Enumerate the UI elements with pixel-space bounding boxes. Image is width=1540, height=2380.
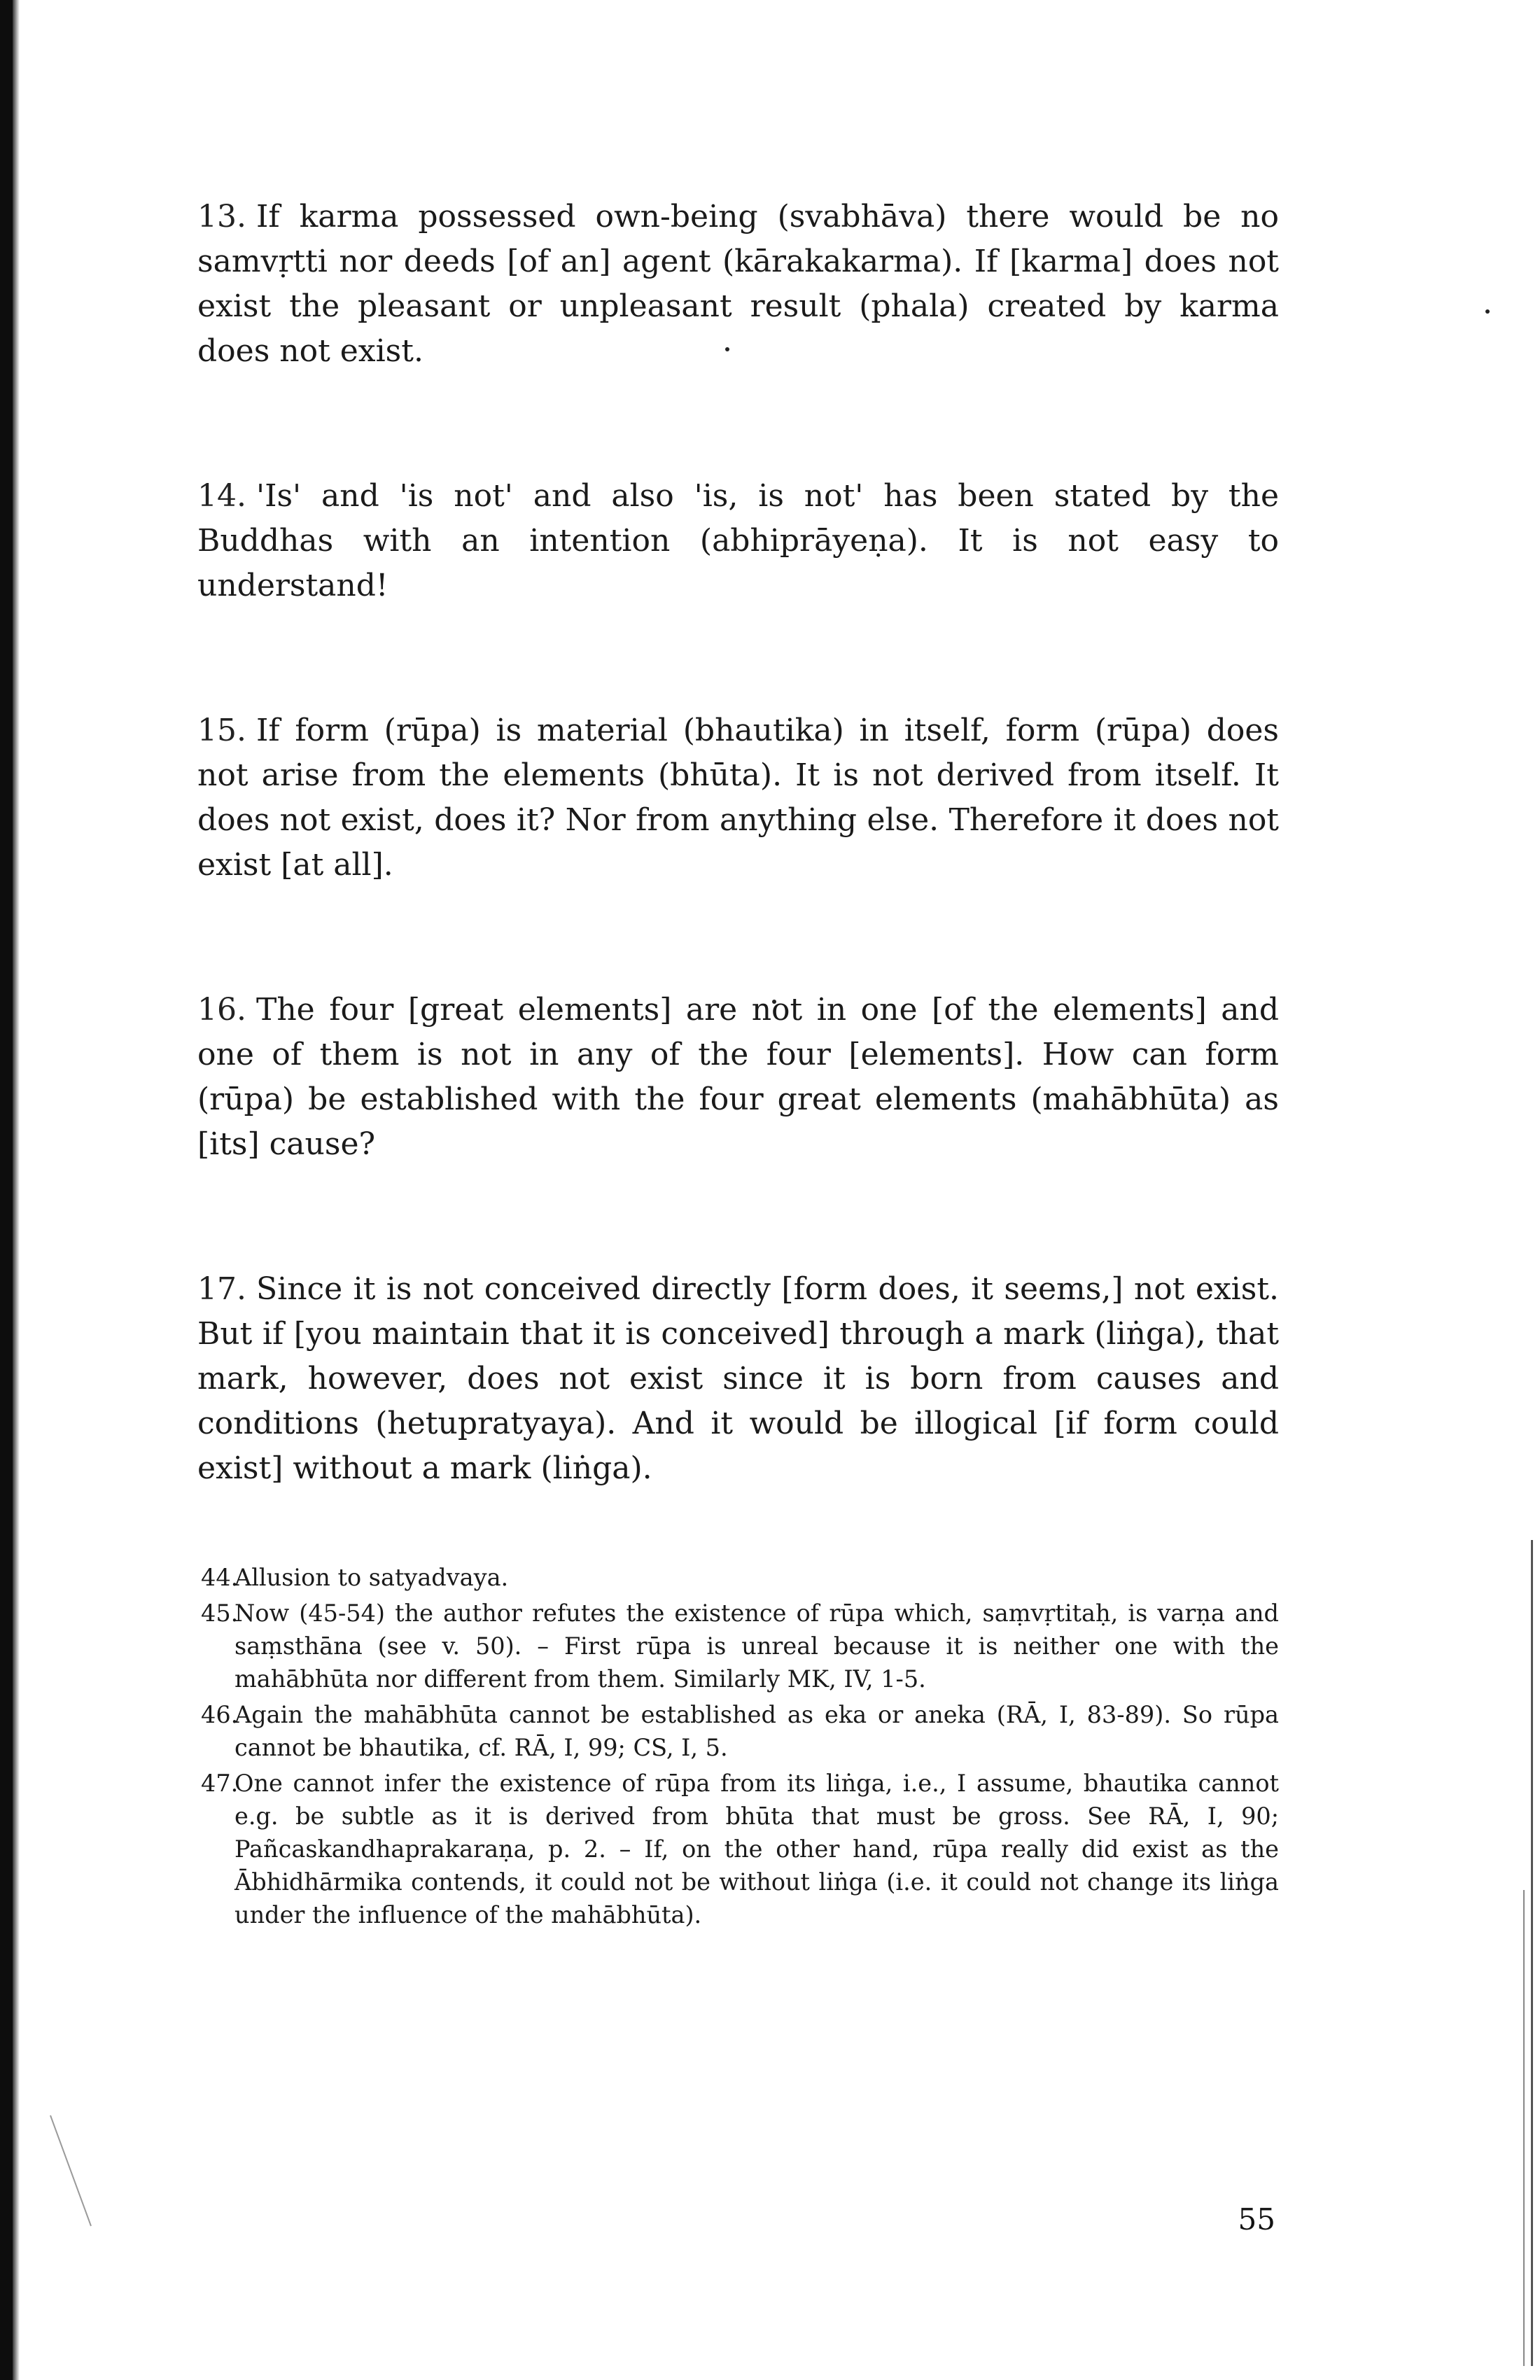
footnote-text: Now (45-54) the author refutes the existence of rūpa which, saṃvṛtitaḥ, is varṇa and saṃsthāna (see v. 50). – First rūpa is unreal because it is neither one with the mahābhūta nor different from them. Similarly MK, IV, 1-5.: [234, 1600, 1279, 1693]
footnote-text: Allusion to satyadvaya.: [234, 1564, 509, 1591]
verse-number: 17.: [197, 1271, 246, 1307]
footnote-44: [201, 1561, 1279, 1594]
footnotes-section: [201, 1561, 1279, 1934]
verse-number: 16.: [197, 992, 246, 1028]
page-edge-line-secondary: [1523, 1890, 1525, 2366]
footnote-number: 44.: [201, 1564, 239, 1591]
verse-13: [197, 195, 1279, 374]
verse-number: 13.: [197, 199, 246, 234]
footnote-number: 45.: [201, 1600, 239, 1627]
verse-text: If karma possessed own-being (svabhāva) there would be no samvṛtti nor deeds [of an] agent (kārakakarma). If [karma] does not exist the pleasant or unpleasant result (phala) created by karma does not exist.: [197, 199, 1279, 369]
verse-text: 'Is' and 'is not' and also 'is, is not' has been stated by the Buddhas with an intention (abhiprāyeṇa). It is not easy to understand!: [197, 478, 1279, 603]
verse-16: [197, 988, 1279, 1167]
footnote-text: One cannot infer the existence of rūpa from its liṅga, i.e., I assume, bhautika cannot e.g. be subtle as it is derived from bhūta that must be gross. See RĀ, I, 90; Pañcaskandhaprakaraṇa, p. 2. – If, on the other hand, rūpa really did exist as the Ābhidhārmika contends, it could not be without liṅga (i.e. it could not change its liṅga under the influence of the mahābhūta).: [234, 1770, 1279, 1928]
footnote-46: [201, 1698, 1279, 1764]
verse-14: [197, 474, 1279, 608]
verse-text: The four [great elements] are not in one [of the elements] and one of them is not in any of the four [elements]. How can form (rūpa) be established with the four great elements (mahābhūta) as [its] cause?: [197, 992, 1279, 1162]
page-number: 55: [1238, 2202, 1275, 2236]
footnote-47: [201, 1767, 1279, 1931]
footnote-45: [201, 1597, 1279, 1695]
verse-text: Since it is not conceived directly [form does, it seems,] not exist. But if [you maintain that it is conceived] through a mark (liṅga), that mark, however, does not exist since it is born from causes and conditions (hetupratyaya). And it would be illogical [if form could exist] without a mark (liṅga).: [197, 1271, 1279, 1486]
speck-3: [1485, 309, 1490, 314]
page-edge-line: [1531, 1540, 1533, 2366]
book-binding-shadow: [0, 0, 13, 2380]
stray-pen-mark: [49, 2114, 98, 2233]
verse-15: [197, 708, 1279, 888]
footnote-number: 46.: [201, 1701, 239, 1728]
footnote-number: 47.: [201, 1770, 239, 1797]
verse-17: [197, 1267, 1279, 1491]
verse-number: 14.: [197, 478, 246, 514]
verse-section: [197, 195, 1279, 1591]
verse-number: 15.: [197, 713, 246, 748]
verse-text: If form (rūpa) is material (bhautika) in itself, form (rūpa) does not arise from the elements (bhūta). It is not derived from itself. It does not exist, does it? Nor from anything else. Therefore it does not exist [at all].: [197, 713, 1279, 883]
footnote-text: Again the mahābhūta cannot be established as eka or aneka (RĀ, I, 83-89). So rūpa cannot be bhautika, cf. RĀ, I, 99; CS, I, 5.: [234, 1701, 1279, 1761]
binding-gradient: [13, 0, 20, 2380]
